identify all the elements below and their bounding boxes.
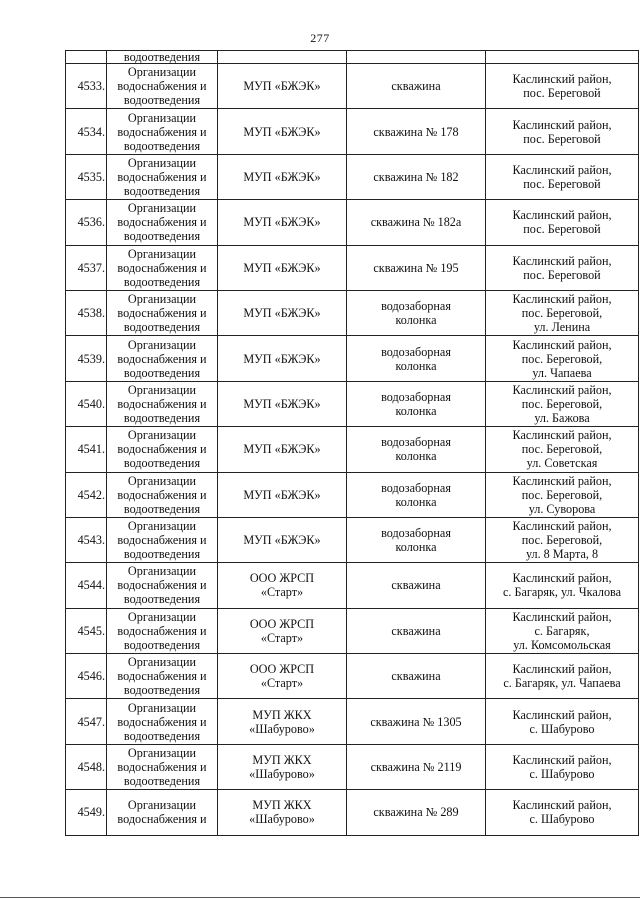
cell-address-line: ул. Комсомольская [513,637,611,652]
cell-organization-type-line: водоотведения [123,501,201,516]
cell-address-line: Каслинский район, [512,707,612,722]
cell-object [347,245,486,290]
cell-organization-type-line: водоснабжения и [117,669,207,684]
cell-organization-type [107,517,218,562]
table-row [66,200,639,245]
cell-organization-type-line: водоотведения [123,456,201,471]
cell-object [347,381,486,426]
cell-organization-type-line: Организации [127,246,197,261]
cell-organization-type [107,699,218,744]
cell-organization-type-line: водоснабжения и [117,714,207,729]
cell-organization-type [107,336,218,381]
cell-address-line: Каслинский район, [512,208,612,223]
page-number: 277 [310,31,330,45]
cell-number: 4538. [66,290,107,335]
cell-organization-type-line: водоотведения [123,592,201,607]
cell-organization [218,699,347,744]
cell-organization-type-line: Организации [127,609,197,624]
cell-address [486,427,639,472]
cell-number: 4537. [66,245,107,290]
cell-address [486,290,639,335]
table-row [66,563,639,608]
cell-organization [218,744,347,789]
cell-organization-type-line: водоснабжения и [117,79,207,94]
cell-organization-line: МУП «БЖЭК» [243,396,321,411]
table-row [66,245,639,290]
cell-organization-type-line: Организации [127,65,197,80]
cell-organization [218,245,347,290]
cell-organization [218,336,347,381]
cell-object [347,64,486,109]
table-row [66,290,639,335]
cell-organization-line: «Шабурово» [249,767,315,782]
cell-object-line: колонка [395,313,437,328]
cell-address-line: Каслинский район, [512,609,612,624]
cell-object [347,472,486,517]
cell-object-line: водозаборная [381,389,451,404]
table-row [66,790,639,835]
cell-organization-type [107,381,218,426]
cell-number: 4540. [66,381,107,426]
cell-number [66,51,107,64]
cell-number: 4541. [66,427,107,472]
cell-organization [218,608,347,653]
cell-organization-line: МУП «БЖЭК» [243,306,321,321]
cell-address [486,654,639,699]
cell-object-line: колонка [395,540,437,555]
cell-address-line: ул. Советская [526,456,598,471]
cell-address-line: ул. 8 Марта, 8 [525,547,599,562]
cell-address [486,336,639,381]
cell-number: 4549. [66,790,107,835]
cell-organization-line: МУП «БЖЭК» [243,442,321,457]
cell-address-line: пос. Береговой [523,267,601,282]
cell-address-line: пос. Береговой [523,131,601,146]
cell-address-line: с. Шабурово [529,721,595,736]
cell-organization [218,290,347,335]
cell-object-line: скважина [391,669,441,684]
cell-organization-line: МУП «БЖЭК» [243,124,321,139]
cell-number: 4533. [66,64,107,109]
cell-address-line: Каслинский район, [512,292,612,307]
cell-address-line: Каслинский район, [512,798,612,813]
cell-address-line: пос. Береговой, [521,306,603,321]
cell-organization [218,563,347,608]
cell-organization-type [107,654,218,699]
cell-organization-type-line: Организации [127,110,197,125]
cell-organization-type-line: Организации [127,746,197,761]
cell-address-line: Каслинский район, [512,753,612,768]
table-row [66,64,639,109]
cell-organization [218,790,347,835]
cell-organization-line: МУП «БЖЭК» [243,169,321,184]
cell-address [486,744,639,789]
cell-address-line: пос. Береговой, [521,442,603,457]
cell-address-line: пос. Береговой, [521,396,603,411]
cell-number: 4543. [66,517,107,562]
cell-address-line: с. Багаряк, ул. Чкалова [502,585,622,600]
cell-organization-type-line: водоснабжения и [117,760,207,775]
cell-organization-line: МУП «БЖЭК» [243,260,321,275]
cell-address-line: пос. Береговой [523,86,601,101]
cell-address-line: Каслинский район, [512,117,612,132]
cell-organization-type-line: водоснабжения и [117,487,207,502]
cell-organization-type-line: водоснабжения и [117,442,207,457]
cell-object-line: водозаборная [381,435,451,450]
cell-address-line: Каслинский район, [512,382,612,397]
cell-number: 4545. [66,608,107,653]
table-row [66,608,639,653]
cell-address-line: пос. Береговой, [521,533,603,548]
cell-organization-type [107,744,218,789]
cell-object-line: водозаборная [381,480,451,495]
cell-number: 4542. [66,472,107,517]
cell-number: 4547. [66,699,107,744]
cell-organization [218,472,347,517]
cell-address [486,381,639,426]
cell-address-line: Каслинский район, [512,473,612,488]
cell-object [347,744,486,789]
cell-object-line: колонка [395,403,437,418]
registry-table-body [66,51,639,836]
cell-object [347,51,486,64]
cell-organization-type [107,64,218,109]
cell-organization-type-line: водоснабжения и [117,306,207,321]
cell-organization [218,517,347,562]
cell-number: 4546. [66,654,107,699]
cell-address-line: с. Шабурово [529,812,595,827]
cell-organization-type-line: Организации [127,700,197,715]
table-row [66,427,639,472]
cell-number: 4535. [66,154,107,199]
cell-organization-line: МУП ЖКХ [252,798,312,813]
cell-organization-type-line: водоснабжения и [117,812,207,827]
cell-address-line: пос. Береговой, [521,487,603,502]
cell-object [347,154,486,199]
cell-organization-type-line: водоотведения [123,274,201,289]
cell-object-line: скважина № 195 [373,260,459,275]
cell-object-line: скважина [391,623,441,638]
cell-organization-line: МУП «БЖЭК» [243,215,321,230]
cell-organization [218,51,347,64]
cell-object-line: скважина № 178 [373,124,459,139]
cell-address [486,563,639,608]
cell-object [347,790,486,835]
cell-organization-type-line: водоснабжения и [117,124,207,139]
cell-organization-line: «Старт» [260,630,304,645]
cell-organization-type-line: Организации [127,201,197,216]
cell-organization-type-line: Организации [127,798,197,813]
cell-number: 4548. [66,744,107,789]
table-row [66,744,639,789]
cell-organization-type [107,790,218,835]
cell-organization-type-line: Организации [127,382,197,397]
cell-organization-type-line: водоснабжения и [117,215,207,230]
cell-organization-type-line: водоснабжения и [117,260,207,275]
cell-organization-type-line: водоотведения [123,728,201,743]
table-row [66,654,639,699]
cell-object-line: скважина [391,79,441,94]
cell-object-line: водозаборная [381,344,451,359]
cell-organization-type-line: Организации [127,428,197,443]
cell-organization-type-line: Организации [127,155,197,170]
cell-organization-type-line: Организации [127,337,197,352]
table-row [66,699,639,744]
cell-address-line: Каслинский район, [512,72,612,87]
cell-object [347,699,486,744]
cell-address [486,64,639,109]
cell-object [347,654,486,699]
cell-organization-type-line: Организации [127,564,197,579]
cell-organization-type-line: водоотведения [123,93,201,108]
cell-address [486,608,639,653]
cell-address-line: Каслинский район, [512,162,612,177]
cell-address [486,109,639,154]
cell-organization-type-line: водоотведения [123,365,201,380]
cell-organization-type-line: водоотведения [123,320,201,335]
cell-object-line: водозаборная [381,299,451,314]
cell-organization [218,109,347,154]
cell-organization-type [107,608,218,653]
table-row [66,109,639,154]
cell-organization-type [107,290,218,335]
cell-address-line: пос. Береговой [523,222,601,237]
cell-organization-line: «Шабурово» [249,812,315,827]
table-row [66,336,639,381]
cell-organization-type-line: водоотведения [123,683,201,698]
cell-organization-type-line: водоотведения [123,547,201,562]
cell-organization-type [107,109,218,154]
cell-address [486,154,639,199]
cell-organization [218,64,347,109]
cell-organization-line: «Старт» [260,585,304,600]
cell-address-line: ул. Ленина [533,320,591,335]
table-row [66,472,639,517]
cell-address-line: Каслинский район, [512,662,612,677]
cell-object-line: скважина № 1305 [370,714,462,729]
cell-organization-type-line: Организации [127,655,197,670]
cell-object-line: скважина [391,578,441,593]
cell-organization-line: МУП ЖКХ [252,753,312,768]
cell-organization-type-line: водоснабжения и [117,351,207,366]
registry-table [65,50,639,836]
bottom-rule [0,897,640,898]
cell-organization-type: водоотведения [107,51,218,64]
table-row [66,517,639,562]
cell-object [347,608,486,653]
cell-organization-type [107,200,218,245]
cell-organization-line: МУП «БЖЭК» [243,487,321,502]
cell-address-line: Каслинский район, [512,571,612,586]
cell-address-line: Каслинский район, [512,253,612,268]
cell-address [486,790,639,835]
cell-address [486,472,639,517]
cell-address-line: с. Шабурово [529,767,595,782]
cell-object-line: колонка [395,358,437,373]
cell-address-line: пос. Береговой [523,176,601,191]
cell-organization-line: МУП «БЖЭК» [243,79,321,94]
cell-object [347,290,486,335]
cell-object-line: колонка [395,449,437,464]
cell-organization-line: «Шабурово» [249,721,315,736]
cell-address-line: Каслинский район, [512,519,612,534]
cell-object-line: скважина № 289 [373,805,459,820]
cell-address-line: с. Багаряк, [534,623,590,638]
cell-organization [218,654,347,699]
cell-organization-type-line: водоснабжения и [117,169,207,184]
table-row [66,381,639,426]
cell-organization-type [107,154,218,199]
cell-address-line: пос. Береговой, [521,351,603,366]
cell-organization-line: ООО ЖРСП [249,571,315,586]
cell-organization-type-line: водоотведения [123,229,201,244]
cell-object [347,427,486,472]
cell-organization-line: ООО ЖРСП [249,616,315,631]
cell-organization-type-line: Организации [127,519,197,534]
cell-object [347,563,486,608]
cell-organization-line: «Старт» [260,676,304,691]
cell-organization [218,154,347,199]
cell-address-line: ул. Чапаева [532,365,592,380]
cell-organization [218,381,347,426]
cell-organization-type-line: Организации [127,473,197,488]
cell-address-line: с. Багаряк, ул. Чапаева [503,676,621,691]
cell-organization-type-line: водоотведения [123,774,201,789]
cell-address-line: ул. Суворова [528,501,596,516]
cell-organization-type-line: водоснабжения и [117,533,207,548]
cell-organization-line: ООО ЖРСП [249,662,315,677]
cell-address [486,517,639,562]
cell-number: 4544. [66,563,107,608]
cell-organization [218,427,347,472]
cell-address [486,200,639,245]
cell-number: 4539. [66,336,107,381]
cell-address [486,51,639,64]
cell-object-line: скважина № 182а [370,215,462,230]
cell-organization-line: МУП «БЖЭК» [243,351,321,366]
cell-object [347,109,486,154]
cell-object-line: скважина № 2119 [370,760,462,775]
cell-organization-type-line: водоотведения [123,138,201,153]
cell-organization-type-line: водоотведения [123,183,201,198]
cell-object [347,200,486,245]
cell-object [347,517,486,562]
cell-object-line: скважина № 182 [373,169,459,184]
cell-address-line: Каслинский район, [512,428,612,443]
cell-organization-type [107,472,218,517]
cell-number: 4534. [66,109,107,154]
cell-address [486,245,639,290]
cell-object-line: колонка [395,494,437,509]
cell-address-line: Каслинский район, [512,337,612,352]
cell-organization-type [107,245,218,290]
cell-address [486,699,639,744]
cell-organization-type [107,427,218,472]
cell-organization-line: МУП «БЖЭК» [243,533,321,548]
cell-object [347,336,486,381]
cell-organization [218,200,347,245]
continuation-row [66,51,639,64]
cell-organization-line: МУП ЖКХ [252,707,312,722]
cell-organization-type-line: водоснабжения и [117,578,207,593]
cell-organization-type-line: водоотведения [123,410,201,425]
table-row [66,154,639,199]
cell-object-line: водозаборная [381,526,451,541]
cell-address-line: ул. Бажова [534,410,590,425]
cell-organization-type-line: водоотведения [123,637,201,652]
cell-number: 4536. [66,200,107,245]
cell-organization-type-line: водоснабжения и [117,396,207,411]
cell-organization-type-line: Организации [127,292,197,307]
cell-organization-type-line: водоснабжения и [117,623,207,638]
cell-organization-type [107,563,218,608]
